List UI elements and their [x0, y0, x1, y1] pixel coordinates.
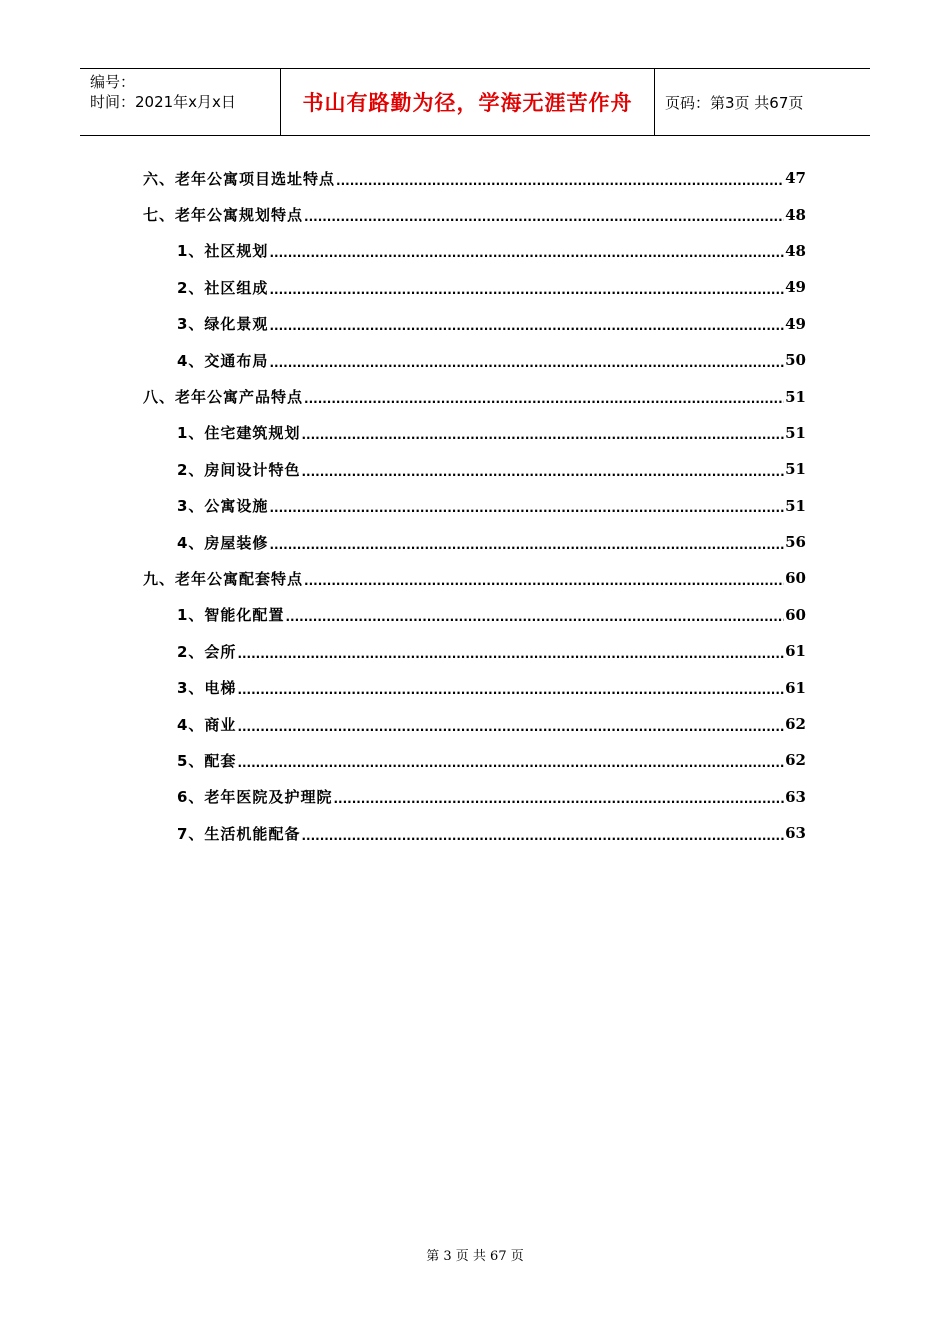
toc-entry-title: 3、绿化景观 — [177, 315, 269, 334]
toc-entry-title: 1、智能化配置 — [177, 606, 285, 625]
toc-entry-title: 4、房屋装修 — [177, 533, 269, 552]
toc-entry-page: 62 — [785, 751, 806, 770]
toc-entry[interactable] — [143, 633, 806, 669]
toc-entry-page: 48 — [785, 241, 806, 260]
toc-entry[interactable] — [143, 488, 806, 524]
toc-entry-title: 九、老年公寓配套特点 — [143, 569, 304, 588]
toc-entry-page: 48 — [785, 205, 806, 224]
toc-entry-title: 3、公寓设施 — [177, 497, 269, 516]
toc-entry-title: 2、会所 — [177, 642, 237, 661]
toc-entry[interactable] — [143, 451, 806, 487]
toc-leader-dots — [304, 570, 784, 587]
toc-entry-page: 50 — [785, 351, 806, 370]
toc-leader-dots — [269, 352, 784, 369]
toc-entry-page: 61 — [785, 642, 806, 661]
toc-entry-title: 2、房间设计特色 — [177, 460, 301, 479]
header-meta — [80, 69, 281, 135]
toc-entry[interactable] — [143, 160, 806, 196]
toc-entry[interactable] — [143, 597, 806, 633]
toc-entry[interactable] — [143, 306, 806, 342]
toc-entry-title: 7、生活机能配备 — [177, 824, 301, 843]
toc-entry[interactable] — [143, 415, 806, 451]
toc-entry-title: 6、老年医院及护理院 — [177, 788, 333, 807]
toc-entry-page: 56 — [785, 533, 806, 552]
toc-entry[interactable] — [143, 560, 806, 596]
toc-entry-title: 1、住宅建筑规划 — [177, 424, 301, 443]
toc-entry-page: 49 — [785, 314, 806, 333]
toc-leader-dots — [333, 788, 784, 805]
toc-entry[interactable] — [143, 524, 806, 560]
toc-leader-dots — [269, 534, 784, 551]
toc-leader-dots — [237, 752, 784, 769]
toc-entry[interactable] — [143, 815, 806, 851]
toc-entry-title: 六、老年公寓项目选址特点 — [143, 169, 336, 188]
toc-leader-dots — [269, 279, 784, 296]
page-header — [80, 68, 870, 136]
toc-entry-page: 51 — [785, 387, 806, 406]
toc-entry-page: 51 — [785, 460, 806, 479]
toc-entry-page: 51 — [785, 496, 806, 515]
table-of-contents — [143, 160, 806, 851]
toc-leader-dots — [301, 424, 784, 441]
toc-leader-dots — [237, 643, 784, 660]
toc-entry[interactable] — [143, 669, 806, 705]
toc-entry-title: 2、社区组成 — [177, 278, 269, 297]
toc-entry-title: 1、社区规划 — [177, 242, 269, 261]
toc-entry-page: 60 — [785, 605, 806, 624]
document-date: 时间：2021年x月x日 — [90, 93, 236, 111]
toc-leader-dots — [237, 716, 784, 733]
toc-leader-dots — [237, 679, 784, 696]
toc-entry[interactable] — [143, 196, 806, 232]
toc-leader-dots — [285, 606, 784, 623]
toc-entry-title: 4、商业 — [177, 715, 237, 734]
toc-leader-dots — [336, 170, 784, 187]
toc-entry-title: 5、配套 — [177, 751, 237, 770]
toc-leader-dots — [304, 206, 784, 223]
toc-entry[interactable] — [143, 269, 806, 305]
toc-entry[interactable] — [143, 233, 806, 269]
toc-leader-dots — [269, 315, 784, 332]
toc-entry-title: 4、交通布局 — [177, 351, 269, 370]
toc-leader-dots — [301, 825, 784, 842]
toc-entry-page: 47 — [785, 169, 806, 188]
page-footer: 第 3 页 共 67 页 — [426, 1249, 524, 1264]
toc-entry-page: 62 — [785, 715, 806, 734]
toc-entry-page: 49 — [785, 278, 806, 297]
toc-entry-page: 63 — [785, 824, 806, 843]
header-page-number: 页码：第3页 共67页 — [665, 93, 804, 112]
toc-entry[interactable] — [143, 706, 806, 742]
toc-entry[interactable] — [143, 742, 806, 778]
toc-entry[interactable] — [143, 342, 806, 378]
toc-leader-dots — [301, 461, 784, 478]
toc-entry-page: 61 — [785, 678, 806, 697]
toc-entry-page: 60 — [785, 569, 806, 588]
toc-leader-dots — [269, 497, 784, 514]
toc-entry-title: 七、老年公寓规划特点 — [143, 206, 304, 225]
toc-leader-dots — [269, 242, 784, 259]
toc-entry-page: 63 — [785, 787, 806, 806]
toc-leader-dots — [304, 388, 784, 405]
toc-entry-title: 八、老年公寓产品特点 — [143, 388, 304, 407]
document-number: 编号： — [90, 73, 136, 91]
toc-entry-page: 51 — [785, 423, 806, 442]
toc-entry-title: 3、电梯 — [177, 679, 237, 698]
toc-entry[interactable] — [143, 779, 806, 815]
header-motto: 书山有路勤为径，学海无涯苦作舟 — [281, 69, 655, 135]
toc-entry[interactable] — [143, 378, 806, 414]
